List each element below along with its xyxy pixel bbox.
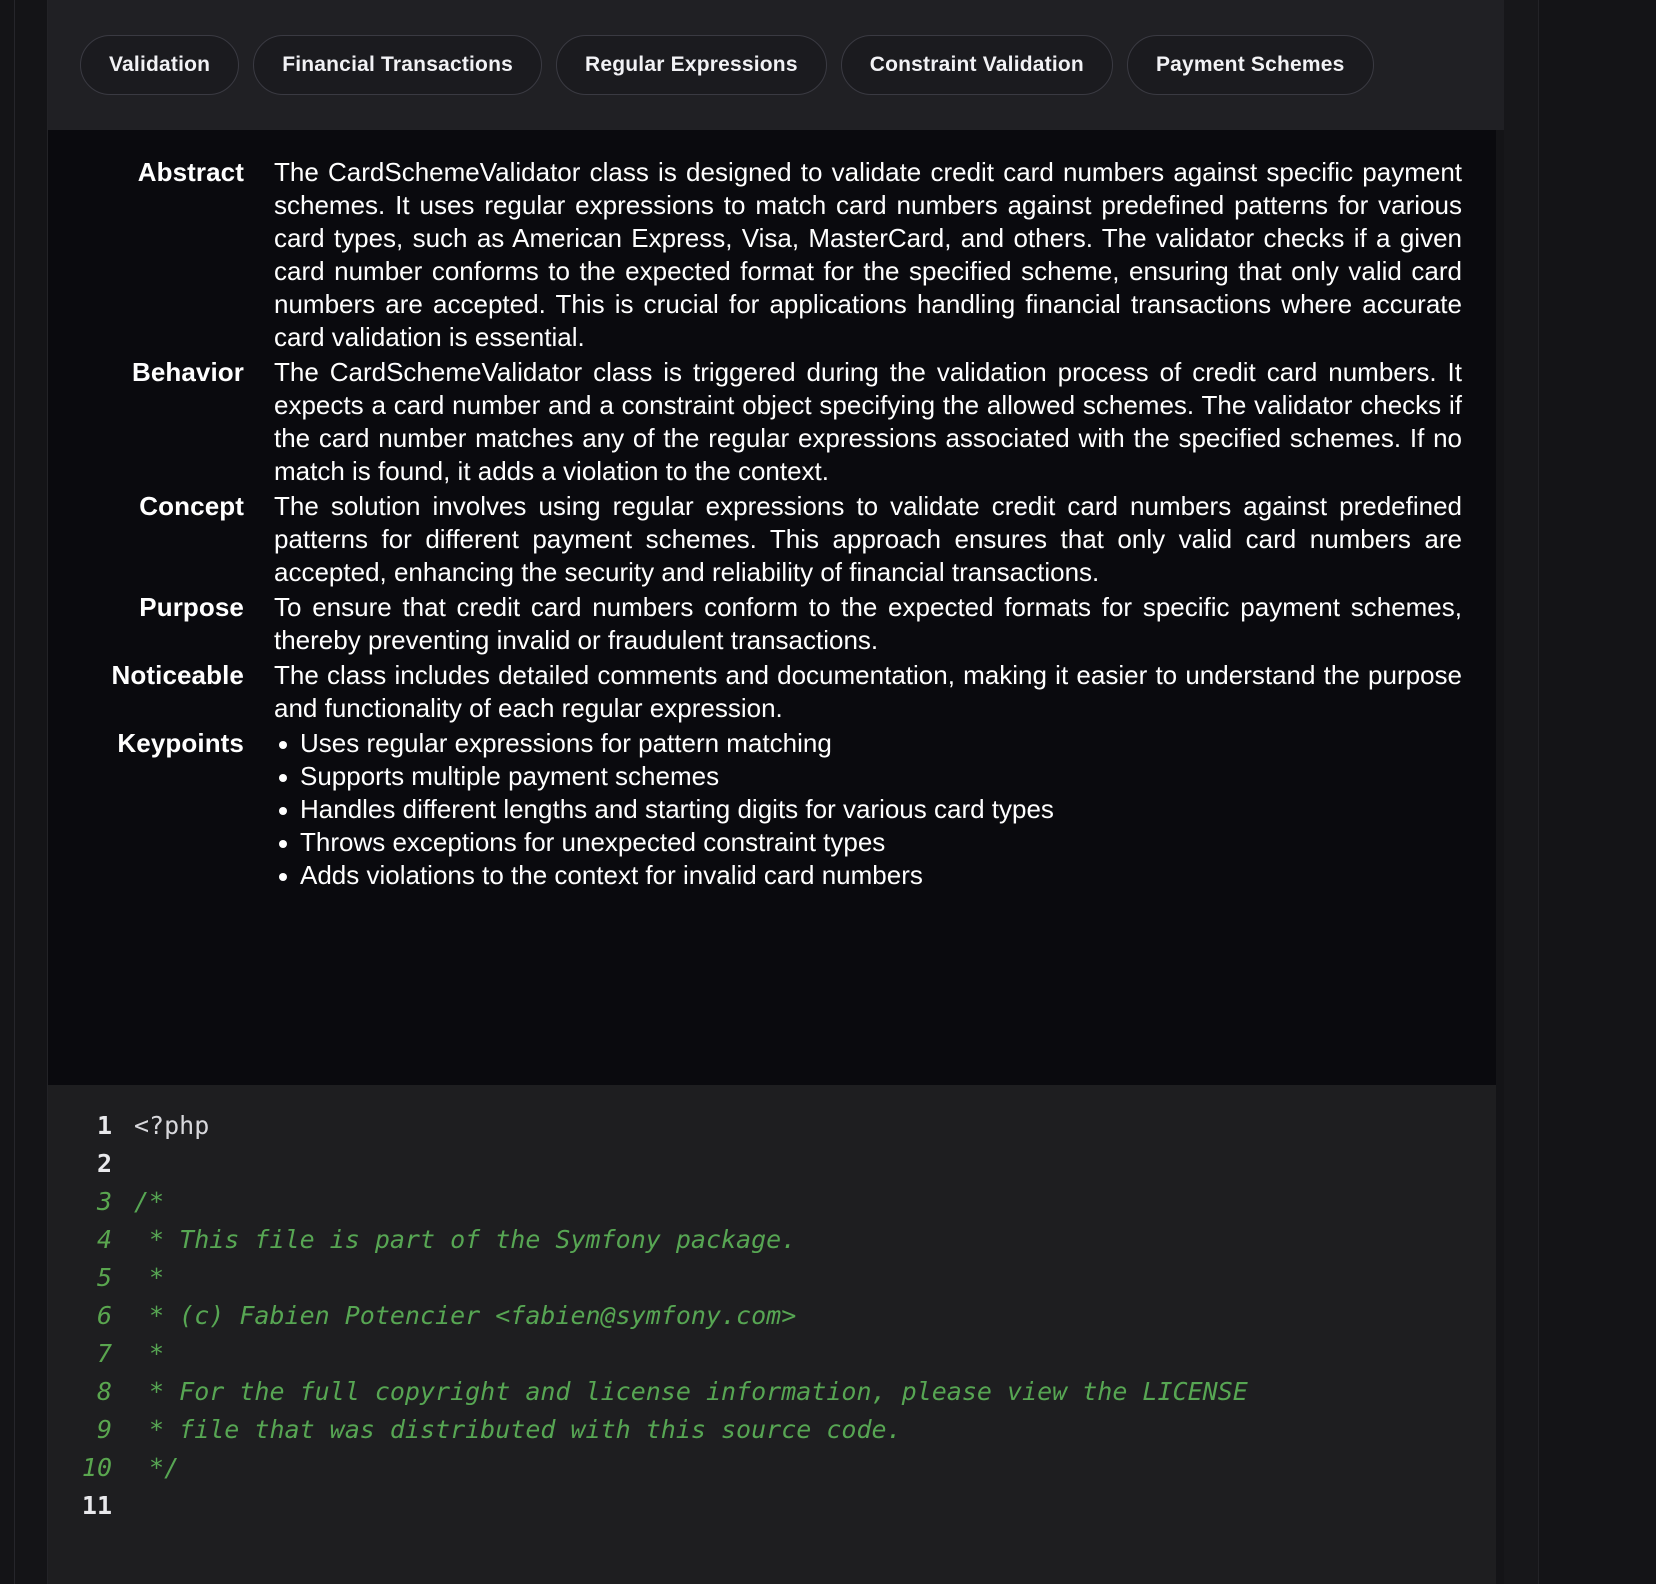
code-line-number: 6	[96, 1301, 112, 1330]
description-row-text: The CardSchemeValidator class is triggered during the validation process of credit card numbers. It expects a card number and a constraint object specifying the allowed schemes. The validator checks if the card number matches any of the regular expressions associated with the specified schemes. If no match is found, it adds a violation to the context.	[274, 357, 1462, 486]
description-row-label: Concept	[139, 491, 244, 521]
tag-chip[interactable]: Financial Transactions	[253, 35, 542, 95]
keypoints-row	[82, 727, 1462, 892]
code-line-text: /*	[134, 1187, 165, 1216]
keypoint-item: Handles different lengths and starting digits for various card types	[274, 793, 1462, 826]
tag-chip[interactable]: Regular Expressions	[556, 35, 827, 95]
code-line-number: 5	[96, 1263, 112, 1292]
code-line-text: */	[134, 1453, 180, 1482]
code-line	[48, 1259, 1496, 1297]
description-row-label: Noticeable	[111, 660, 244, 690]
code-line-text: * For the full copyright and license information, please view the LICENSE	[134, 1377, 1248, 1406]
code-viewer[interactable]	[48, 1085, 1496, 1584]
description-panel	[48, 130, 1496, 1085]
description-row-label: Abstract	[137, 157, 244, 187]
description-row-label: Behavior	[131, 357, 244, 387]
description-row	[82, 591, 1462, 657]
code-line-text: <?php	[134, 1111, 210, 1140]
keypoints-list	[274, 727, 1462, 892]
right-frame	[1538, 0, 1656, 1584]
code-line	[48, 1297, 1496, 1335]
vertical-scrollbar-track[interactable]	[1504, 0, 1538, 1584]
description-row	[82, 356, 1462, 488]
keypoint-item: Supports multiple payment schemes	[274, 760, 1462, 793]
description-row-text: The class includes detailed comments and documentation, making it easier to understand the purpose and functionality of each regular expression.	[274, 660, 1462, 723]
tag-chip[interactable]: Payment Schemes	[1127, 35, 1374, 95]
code-line-number: 7	[96, 1339, 112, 1368]
description-row-text: To ensure that credit card numbers conform to the expected formats for specific payment schemes, thereby preventing invalid or fraudulent transactions.	[274, 592, 1462, 655]
keypoint-item: Adds violations to the context for invalid card numbers	[274, 859, 1462, 892]
code-line	[48, 1183, 1496, 1221]
description-row-text: The solution involves using regular expressions to validate credit card numbers against predefined patterns for different payment schemes. This approach ensures that only valid card numbers are accepted, enhancing the security and reliability of financial transactions.	[274, 491, 1462, 587]
code-line	[48, 1145, 1496, 1183]
code-line	[48, 1487, 1496, 1525]
keypoint-item: Throws exceptions for unexpected constraint types	[274, 826, 1462, 859]
code-line	[48, 1449, 1496, 1487]
left-gutter-divider	[14, 0, 15, 1584]
tag-chip[interactable]: Validation	[80, 35, 239, 95]
code-line-text: *	[134, 1339, 165, 1368]
keypoints-label: Keypoints	[117, 728, 244, 758]
description-row	[82, 490, 1462, 589]
code-line	[48, 1373, 1496, 1411]
left-gutter	[0, 0, 48, 1584]
code-line	[48, 1411, 1496, 1449]
code-line-text: * This file is part of the Symfony package.	[134, 1225, 797, 1254]
code-line-number: 11	[81, 1491, 112, 1520]
code-line-number: 9	[96, 1415, 112, 1444]
description-row-label: Purpose	[139, 592, 244, 622]
code-line	[48, 1221, 1496, 1259]
code-line	[48, 1335, 1496, 1373]
description-row-text: The CardSchemeValidator class is designed to validate credit card numbers against specific payment schemes. It uses regular expressions to match card numbers against predefined patterns for various card types, such as American Express, Visa, MasterCard, and others. The validator checks if a given card number conforms to the expected format for the specified scheme, ensuring that only valid card numbers are accepted. This is crucial for applications handling financial transactions where accurate card validation is essential.	[274, 157, 1462, 352]
description-row	[82, 156, 1462, 354]
code-line-number: 1	[96, 1111, 112, 1140]
code-line-text: * file that was distributed with this source code.	[134, 1415, 902, 1444]
code-line-number: 2	[96, 1149, 112, 1178]
code-line-text: *	[134, 1263, 165, 1292]
code-line-number: 4	[96, 1225, 112, 1254]
code-line-number: 8	[96, 1377, 112, 1406]
tag-chip[interactable]: Constraint Validation	[841, 35, 1113, 95]
code-line	[48, 1107, 1496, 1145]
tag-bar	[48, 0, 1504, 130]
code-line-text: * (c) Fabien Potencier <fabien@symfony.com>	[134, 1301, 797, 1330]
code-line-number: 3	[96, 1187, 112, 1216]
code-line-number: 10	[81, 1453, 112, 1482]
description-row	[82, 659, 1462, 725]
keypoint-item: Uses regular expressions for pattern matching	[274, 727, 1462, 760]
keypoints-body	[274, 727, 1462, 892]
